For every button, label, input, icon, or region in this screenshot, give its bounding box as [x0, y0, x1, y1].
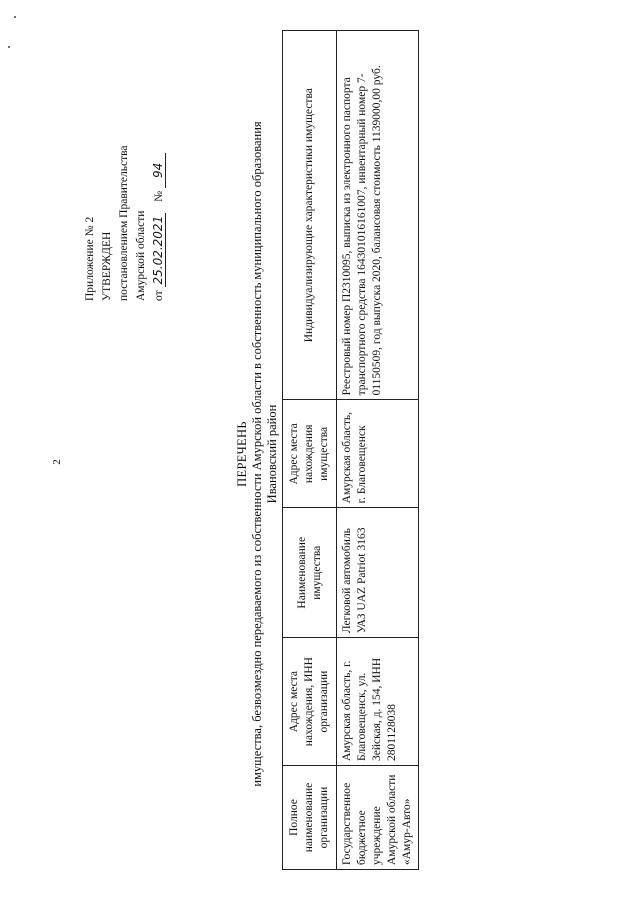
- cell-asset-address: Амурская область, г. Благовещенск: [337, 400, 419, 508]
- municipality-name: Ивановский район: [265, 404, 279, 504]
- handwritten-date: 25.02.2021: [151, 213, 166, 288]
- table-header-row: [283, 31, 337, 870]
- document-heading: [235, 30, 280, 878]
- scan-speck: [14, 16, 16, 18]
- rotated-page-content: [30, 30, 610, 878]
- page-number: 2: [50, 459, 63, 465]
- scan-speck: [8, 46, 10, 48]
- handwritten-number: 94: [151, 153, 166, 188]
- header-asset-address: Адрес места нахождения имущества: [283, 400, 337, 508]
- cell-asset-name: Легковой автомобиль УАЗ UAZ Patriot 3163: [337, 508, 419, 638]
- header-org-address: Адрес места нахождения, ИНН организации: [283, 638, 337, 766]
- resolution-label: постановлением Правительства: [118, 145, 130, 301]
- number-label: №: [153, 190, 165, 202]
- table-row: [337, 31, 419, 870]
- asset-table: [282, 30, 419, 870]
- document-title: ПЕРЕЧЕНЬ: [235, 421, 249, 487]
- cell-org-address: Амурская область, г. Благовещенск, ул. Зейская, д. 154, ИНН 2801128038: [337, 638, 419, 766]
- approved-label: УТВЕРЖДЕН: [101, 231, 113, 301]
- header-asset-characteristics: Индивидуализирующие характеристики имущества: [283, 31, 337, 400]
- date-prefix: от: [153, 290, 165, 301]
- date-number-line: [150, 31, 168, 301]
- cell-org-name: Государственное бюджетное учреждение Амурской области «Амур-Авто»: [337, 766, 419, 870]
- approval-block: [82, 31, 168, 301]
- appendix-label: Приложение № 2: [84, 216, 96, 301]
- header-asset-name: Наименование имущества: [283, 508, 337, 638]
- header-org-name: Полное наименование организации: [283, 766, 337, 870]
- region-label: Амурской области: [135, 210, 147, 301]
- document-subtitle: имущества, безвозмездно передаваемого из собственности Амурской области в собственность муниципального образования: [250, 121, 264, 787]
- cell-asset-characteristics: Реестровый номер П2310095, выписка из электронного паспорта транспортного средства 164301016161007, инвентарный номер 7-01150509, год выпуска 2020, балансовая стоимость 1139000,00 руб.: [337, 31, 419, 400]
